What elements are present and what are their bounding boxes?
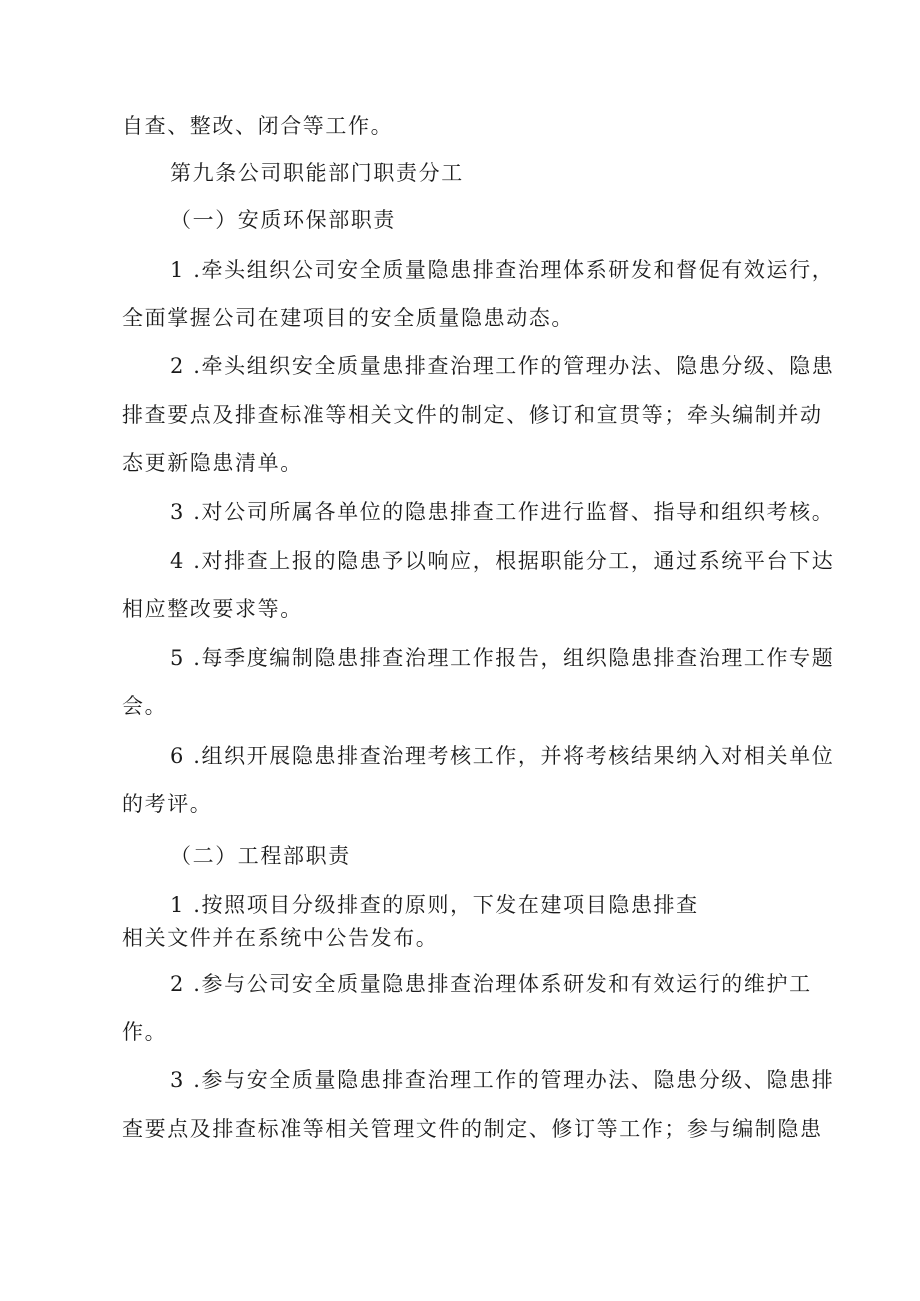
text-line: 1 .按照项目分级排查的原则，下发在建项目隐患排查 (170, 893, 699, 917)
text-line: 查要点及排查标准等相关管理文件的制定、修订等工作；参与编制隐患 (122, 1117, 823, 1141)
text-line: 6 .组织开展隐患排查治理考核工作，并将考核结果纳入对相关单位 (170, 744, 835, 768)
text-line: 自查、整改、闭合等工作。 (122, 114, 394, 138)
section-heading: （一）安质环保部职责 (170, 208, 396, 232)
text-line: 5 .每季度编制隐患排查治理工作报告，组织隐患排查治理工作专题 (170, 646, 835, 670)
article-heading: 第九条公司职能部门职责分工 (170, 161, 464, 185)
text-line: 2 .参与公司安全质量隐患排查治理体系研发和有效运行的维护工 (170, 972, 812, 996)
text-line: 1 .牵头组织公司安全质量隐患排查治理体系研发和督促有效运行， (170, 258, 835, 282)
text-line: 3 .参与安全质量隐患排查治理工作的管理办法、隐患分级、隐患排 (170, 1068, 835, 1092)
text-line: 相应整改要求等。 (122, 597, 303, 621)
text-line: 相关文件并在系统中公告发布。 (122, 926, 439, 950)
text-line: 全面掌握公司在建项目的安全质量隐患动态。 (122, 306, 574, 330)
text-line: 2 .牵头组织安全质量患排查治理工作的管理办法、隐患分级、隐患 (170, 354, 835, 378)
section-heading: （二）工程部职责 (170, 844, 351, 868)
text-line: 的考评。 (122, 792, 213, 816)
text-line: 排查要点及排查标准等相关文件的制定、修订和宣贯等；牵头编制并动 (122, 403, 823, 427)
text-line: 3 .对公司所属各单位的隐患排查工作进行监督、指导和组织考核。 (170, 500, 835, 524)
text-line: 作。 (122, 1020, 168, 1044)
text-line: 4 .对排查上报的隐患予以响应，根据职能分工，通过系统平台下达 (170, 549, 835, 573)
text-line: 态更新隐患清单。 (122, 451, 303, 475)
text-line: 会。 (122, 694, 168, 718)
